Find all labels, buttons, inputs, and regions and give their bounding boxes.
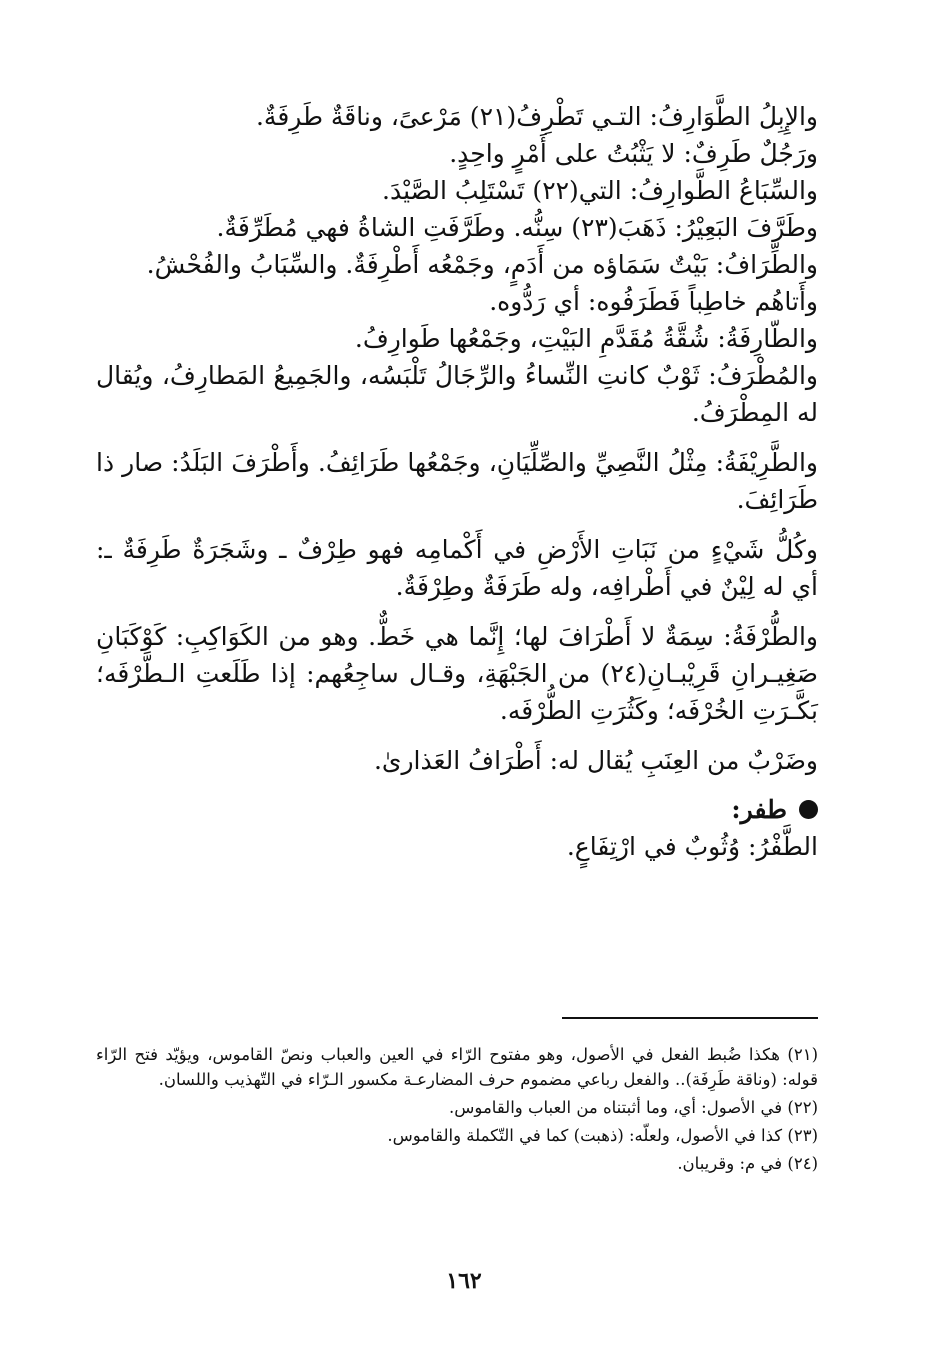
paragraph-4: وطَرَّفَ البَعِيْرُ: ذَهَبَ(٢٣) سِنُّه. وطَرَّفَتِ الشاةُ فهي مُطَرِّفَةٌ. [216,213,818,242]
paragraph-12: وضَرْبٌ من العِنَبِ يُقال له: أَطْرَافُ العَذارىٰ. [373,746,818,775]
section-heading-text: طفر: [731,795,787,824]
section-heading [96,791,818,828]
bullet-icon [799,800,818,819]
paragraph-9: والطَّرِيْفَةُ: مِثْلُ النَّصِيِّ والصِّلِّيَانِ، وجَمْعُها طَرَائِفُ. وأَطْرَفَ البَلَدُ: صار ذا طَرَائِفَ. [96,448,818,514]
footnote-24: (٢٤) في م: وقريبان. [677,1154,818,1173]
paragraph-6: وأَتاهُم خاطِباً فَطَرَفُوه: أي رَدُّوه. [489,287,818,316]
page-number: ١٦٢ [446,1268,482,1294]
paragraph-5: والطِّرَافُ: بَيْتٌ سَمَاؤه من أَدَمٍ، وجَمْعُه أَطْرِفَةٌ. والسِّبَابُ والفُحْشُ. [146,250,818,279]
paragraph-11: والطُّرْفَةُ: سِمَةٌ لا أَطْرَافَ لها؛ إِنَّما هي خَطٌّ. وهو من الكَوَاكِبِ: كَوْكَبَانِ صَغِيـرانِ قَرِيْبـانِ(٢٤) من الجَبْهَةِ، وقـال ساجِعُهم: إذا طَلَعتِ الـطَّرْفَه؛ بَكَّـرَتِ الخُرْفَه؛ وكَثُرَتِ الطُّرْفَه. [96,622,818,725]
paragraph-1: والإِبِلُ الطَّوَارِفُ: التـي تَطْرِفُ(٢١) مَرْعىً، وناقَةٌ طَرِفَةٌ. [255,102,818,131]
main-text [96,98,818,865]
paragraph-7: والطّارِفَةُ: شُقَّةُ مُقَدَّمِ البَيْتِ، وجَمْعُها طَوارِفُ. [354,324,818,353]
footnote-21: (٢١) هكذا ضُبط الفعل في الأصول، وهو مفتوح الرّاء في العين والعباب ونصّ القاموس، ويؤيّد فتح الرّاء قوله: (وناقة طَرِفَة).. والفعل رباعي مضموم حرف المضارعـة مكسور الـرّاء في التّهذيب واللسان. [96,1045,818,1089]
paragraph-8: والمُطْرَفُ: ثَوْبٌ كانتِ النِّساءُ والرِّجَالُ تَلْبَسُه، والجَمِيعُ المَطارِفُ، ويُقال له المِطْرَفُ. [96,361,818,427]
section-paragraph: الطَّفْرُ: وُثُوبٌ في ارْتِفَاعٍ. [566,832,818,861]
footnote-22: (٢٢) في الأصول: أي، وما أثبتناه من العباب والقاموس. [449,1098,818,1117]
paragraph-3: والسِّبَاعُ الطَّوارِفُ: التي(٢٢) تَسْتَلِبُ الصَّيْدَ. [382,176,818,205]
paragraph-2: ورَجُلٌ طَرِفٌ: لا يَثْبُتُ على أَمْرٍ واحِدٍ. [449,139,818,168]
footnote-divider [562,1017,818,1019]
footnotes [96,1042,818,1179]
paragraph-10: وكُلُّ شَيْءٍ من نَبَاتِ الأَرْضِ في أَكْمامِه فهو طِرْفٌ ـ وشَجَرَةٌ طَرِفَةٌ ـ: أي له لِيْنٌ في أَطْرافِه، وله طَرَفَةٌ وطِرْفَةٌ. [96,535,818,601]
footnote-23: (٢٣) كذا في الأصول، ولعلّه: (ذهبت) كما في التّكملة والقاموس. [387,1126,818,1145]
